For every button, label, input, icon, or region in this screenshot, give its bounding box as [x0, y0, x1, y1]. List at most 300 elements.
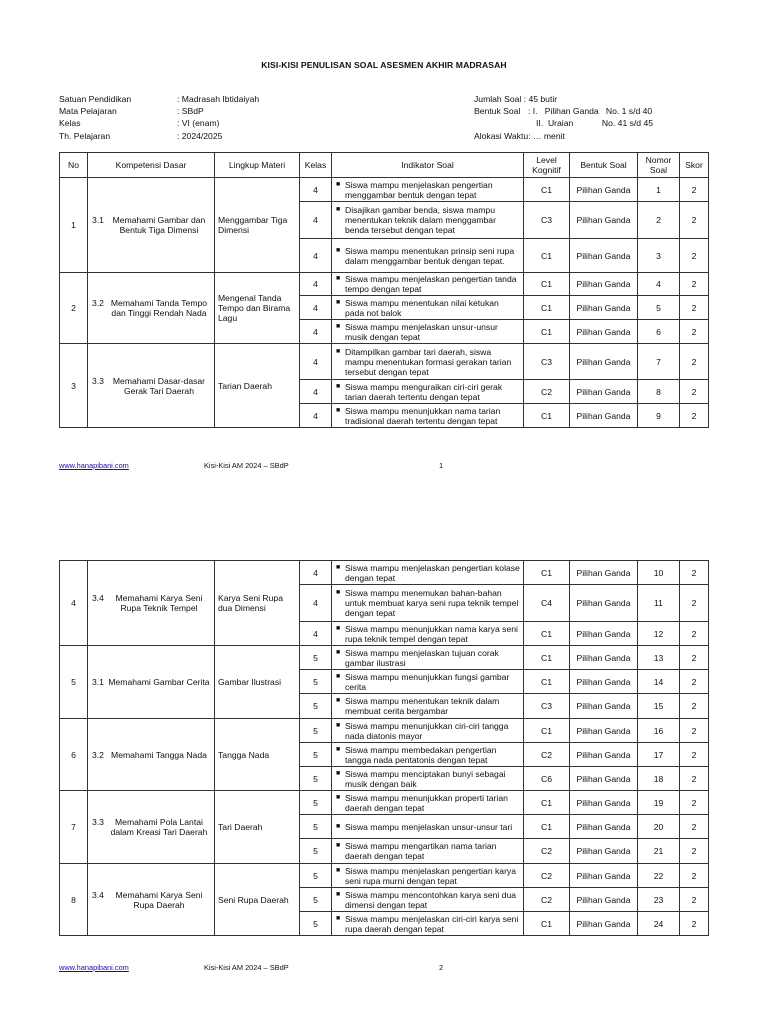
cell-nomor: 21 [638, 839, 680, 864]
cell-bentuk: Pilihan Ganda [570, 815, 638, 839]
cell-kelas: 4 [300, 561, 332, 585]
kisi-kisi-table-page-2 [59, 560, 709, 936]
cell-nomor: 16 [638, 719, 680, 743]
cell-kelas: 5 [300, 743, 332, 767]
meta-label: Th. Pelajaran [59, 130, 111, 141]
cell-kompetensi [88, 273, 215, 344]
cell-bentuk: Pilihan Ganda [570, 791, 638, 815]
cell-no: 5 [60, 646, 88, 719]
cell-no: 7 [60, 791, 88, 864]
indikator-text: Siswa mampu menguraikan ciri-ciri gerak tarian daerah tertentu dengan tepat [345, 381, 503, 402]
square-bullet-icon: ■ [336, 275, 341, 282]
indikator-text: Siswa mampu menunjukkan nama tarian tradisional daerah tertentu dengan tepat [345, 405, 501, 426]
indikator-item [336, 721, 520, 741]
indikator-text: Siswa mampu menunjukkan ciri-ciri tangga nada diatonis mayor [345, 720, 509, 741]
kompetensi-description: Memahami Gambar dan Bentuk Tiga Dimensi [112, 215, 206, 235]
cell-bentuk: Pilihan Ganda [570, 864, 638, 888]
cell-level: C3 [524, 694, 570, 719]
cell-kelas: 4 [300, 239, 332, 273]
footer-link[interactable]: www.hanapibani.com [59, 461, 129, 470]
cell-bentuk: Pilihan Ganda [570, 839, 638, 864]
cell-nomor: 20 [638, 815, 680, 839]
cell-nomor: 5 [638, 296, 680, 320]
cell-level: C1 [524, 296, 570, 320]
cell-nomor: 13 [638, 646, 680, 670]
kompetensi-number: 3.2 [92, 298, 104, 308]
cell-indikator [332, 888, 524, 912]
cell-indikator [332, 743, 524, 767]
indikator-item [336, 180, 520, 200]
cell-lingkup: Menggambar Tiga Dimensi [215, 178, 300, 273]
header-bentuk: Bentuk Soal [570, 153, 638, 178]
indikator-item [336, 205, 520, 235]
cell-bentuk: Pilihan Ganda [570, 585, 638, 622]
cell-indikator [332, 404, 524, 428]
cell-skor: 2 [680, 380, 709, 404]
cell-level: C1 [524, 561, 570, 585]
cell-kelas: 4 [300, 622, 332, 646]
cell-no: 1 [60, 178, 88, 273]
cell-level: C1 [524, 815, 570, 839]
table-row [60, 646, 709, 670]
indikator-item [336, 745, 520, 765]
indikator-item [336, 563, 520, 583]
meta-value: : Madrasah Ibtidaiyah [177, 94, 260, 104]
indikator-text: Siswa mampu menunjukkan fungsi gambar cerita [345, 671, 510, 692]
cell-level: C3 [524, 344, 570, 380]
footer-page-1 [59, 461, 443, 470]
cell-indikator [332, 767, 524, 791]
kompetensi-description: Memahami Karya Seni Rupa Teknik Tempel [115, 593, 203, 613]
cell-nomor: 22 [638, 864, 680, 888]
square-bullet-icon: ■ [336, 914, 341, 922]
cell-kompetensi [88, 178, 215, 273]
square-bullet-icon: ■ [336, 563, 341, 571]
table-row [60, 791, 709, 815]
cell-lingkup: Seni Rupa Daerah [215, 864, 300, 936]
cell-kelas: 4 [300, 380, 332, 404]
cell-kelas: 5 [300, 719, 332, 743]
table-row [60, 273, 709, 296]
cell-level: C1 [524, 273, 570, 296]
meta-label: Satuan Pendidikan [59, 94, 132, 104]
indikator-item [336, 322, 520, 342]
cell-kelas: 5 [300, 912, 332, 936]
header-lingkup: Lingkup Materi [215, 153, 300, 178]
cell-level: C2 [524, 380, 570, 404]
kompetensi-description: Memahami Pola Lantai dalam Kreasi Tari Daerah [110, 817, 208, 837]
kompetensi-number: 3.2 [92, 749, 104, 760]
cell-level: C1 [524, 646, 570, 670]
cell-level: C1 [524, 178, 570, 202]
square-bullet-icon: ■ [336, 206, 341, 213]
meta-value: : I. Pilihan Ganda No. 1 s/d 40 [528, 106, 653, 117]
cell-indikator [332, 178, 524, 202]
indikator-item [336, 382, 520, 402]
indikator-text: Siswa mampu menjelaskan ciri-ciri karya seni rupa daerah dengan tepat [345, 913, 519, 934]
indikator-text: Siswa mampu menjelaskan pengertian menggambar bentuk dengan tepat [345, 179, 493, 200]
cell-kelas: 5 [300, 694, 332, 719]
square-bullet-icon: ■ [336, 648, 341, 656]
indikator-text: Siswa mampu menjelaskan pengertian kolase dengan tepat [345, 562, 520, 583]
kompetensi-number: 3.3 [92, 817, 104, 827]
cell-level: C2 [524, 839, 570, 864]
indikator-item [336, 890, 520, 910]
cell-kelas: 4 [300, 296, 332, 320]
kisi-kisi-table-page-1 [59, 152, 709, 428]
cell-level: C1 [524, 239, 570, 273]
cell-no: 8 [60, 864, 88, 936]
indikator-item [336, 841, 520, 861]
cell-level: C1 [524, 404, 570, 428]
cell-bentuk: Pilihan Ganda [570, 670, 638, 694]
cell-skor: 2 [680, 743, 709, 767]
meta-kelas [59, 117, 259, 129]
square-bullet-icon: ■ [336, 697, 341, 704]
kompetensi-number: 3.4 [92, 889, 104, 900]
square-bullet-icon: ■ [336, 180, 341, 188]
cell-kompetensi [88, 719, 215, 791]
square-bullet-icon: ■ [336, 890, 341, 898]
cell-indikator [332, 839, 524, 864]
cell-kompetensi [88, 791, 215, 864]
footer-doc-name: Kisi-Kisi AM 2024 – SBdP [204, 963, 289, 972]
indikator-text: Siswa mampu menjelaskan pengertian karya seni rupa murni dengan tepat [345, 865, 517, 886]
cell-indikator [332, 380, 524, 404]
square-bullet-icon: ■ [336, 624, 341, 632]
document-meta-left [59, 93, 259, 142]
cell-bentuk: Pilihan Ganda [570, 178, 638, 202]
cell-skor: 2 [680, 912, 709, 936]
header-skor: Skor [680, 153, 709, 178]
cell-bentuk: Pilihan Ganda [570, 202, 638, 239]
cell-no: 4 [60, 561, 88, 646]
cell-nomor: 14 [638, 670, 680, 694]
indikator-item [336, 624, 520, 644]
cell-kelas: 5 [300, 791, 332, 815]
indikator-text: Siswa mampu menemukan bahan-bahan untuk membuat karya seni rupa teknik tempel dengan tepat [345, 588, 519, 618]
kompetensi-text [88, 817, 214, 837]
cell-kelas: 4 [300, 320, 332, 344]
cell-skor: 2 [680, 888, 709, 912]
indikator-item [336, 246, 520, 266]
kompetensi-text [88, 890, 214, 910]
kompetensi-number: 3.1 [92, 215, 104, 225]
cell-kelas: 5 [300, 646, 332, 670]
cell-kelas: 4 [300, 344, 332, 380]
cell-kelas: 5 [300, 864, 332, 888]
header-level: Level Kognitif [524, 153, 570, 178]
cell-indikator [332, 320, 524, 344]
cell-nomor: 6 [638, 320, 680, 344]
cell-kompetensi [88, 344, 215, 428]
document-meta-right [474, 93, 653, 142]
cell-no: 3 [60, 344, 88, 428]
cell-bentuk: Pilihan Ganda [570, 694, 638, 719]
square-bullet-icon: ■ [336, 793, 341, 801]
kompetensi-text [88, 677, 214, 687]
cell-indikator [332, 344, 524, 380]
kompetensi-description: Memahami Tangga Nada [111, 749, 207, 760]
indikator-item [336, 406, 520, 426]
indikator-text: Siswa mampu menunjukkan nama karya seni rupa teknik tempel dengan tepat [345, 623, 518, 644]
meta-value: : 2024/2025 [177, 130, 223, 141]
cell-skor: 2 [680, 839, 709, 864]
indikator-text: Siswa mampu mengartikan nama tarian daerah dengan tepat [345, 841, 497, 861]
cell-skor: 2 [680, 622, 709, 646]
indikator-text: Ditampilkan gambar tari daerah, siswa mampu menentukan formasi gerakan tarian tersebut dengan tepat [345, 346, 512, 377]
indikator-text: Siswa mampu menjelaskan tujuan corak gambar ilustrasi [345, 647, 499, 668]
cell-kelas: 5 [300, 670, 332, 694]
cell-bentuk: Pilihan Ganda [570, 404, 638, 428]
cell-nomor: 9 [638, 404, 680, 428]
square-bullet-icon: ■ [336, 589, 341, 596]
cell-lingkup: Tarian Daerah [215, 344, 300, 428]
meta-mapel [59, 105, 259, 117]
indikator-text: Siswa mampu menciptakan bunyi sebagai musik dengan baik [345, 768, 506, 789]
cell-skor: 2 [680, 296, 709, 320]
indikator-text: Siswa mampu menjelaskan unsur-unsur musik dengan tepat [345, 321, 498, 342]
cell-level: C2 [524, 888, 570, 912]
kompetensi-number: 3.3 [92, 375, 104, 386]
cell-indikator [332, 646, 524, 670]
cell-lingkup: Mengenal Tanda Tempo dan Birama Lagu [215, 273, 300, 344]
cell-bentuk: Pilihan Ganda [570, 888, 638, 912]
cell-skor: 2 [680, 694, 709, 719]
cell-nomor: 8 [638, 380, 680, 404]
kompetensi-text [88, 593, 214, 613]
cell-nomor: 1 [638, 178, 680, 202]
table-row [60, 178, 709, 202]
cell-no: 2 [60, 273, 88, 344]
cell-skor: 2 [680, 815, 709, 839]
indikator-item [336, 769, 520, 789]
table-row [60, 719, 709, 743]
indikator-item [336, 793, 520, 813]
table-row [60, 344, 709, 380]
meta-bentuk-uraian [474, 117, 653, 129]
cell-lingkup: Gambar Ilustrasi [215, 646, 300, 719]
square-bullet-icon: ■ [336, 672, 341, 680]
cell-nomor: 18 [638, 767, 680, 791]
cell-nomor: 19 [638, 791, 680, 815]
indikator-item [336, 672, 520, 692]
cell-level: C1 [524, 320, 570, 344]
cell-kelas: 5 [300, 767, 332, 791]
indikator-text: Siswa mampu menunjukkan properti tarian daerah dengan tepat [345, 792, 508, 813]
cell-bentuk: Pilihan Ganda [570, 561, 638, 585]
cell-skor: 2 [680, 561, 709, 585]
cell-skor: 2 [680, 585, 709, 622]
cell-nomor: 24 [638, 912, 680, 936]
cell-nomor: 17 [638, 743, 680, 767]
cell-skor: 2 [680, 791, 709, 815]
square-bullet-icon: ■ [336, 822, 341, 830]
square-bullet-icon: ■ [336, 347, 341, 355]
cell-skor: 2 [680, 344, 709, 380]
cell-bentuk: Pilihan Ganda [570, 296, 638, 320]
indikator-item [336, 298, 520, 318]
cell-bentuk: Pilihan Ganda [570, 912, 638, 936]
cell-nomor: 3 [638, 239, 680, 273]
cell-nomor: 11 [638, 585, 680, 622]
cell-skor: 2 [680, 273, 709, 296]
cell-indikator [332, 912, 524, 936]
cell-nomor: 4 [638, 273, 680, 296]
cell-lingkup: Tangga Nada [215, 719, 300, 791]
cell-indikator [332, 585, 524, 622]
square-bullet-icon: ■ [336, 246, 341, 254]
indikator-text: Siswa mampu menjelaskan unsur-unsur tari [345, 821, 513, 832]
kompetensi-text [88, 215, 214, 235]
square-bullet-icon: ■ [336, 866, 341, 874]
indikator-item [336, 588, 520, 618]
cell-level: C6 [524, 767, 570, 791]
cell-indikator [332, 815, 524, 839]
indikator-text: Siswa mampu mencontohkan karya seni dua dimensi dengan tepat [345, 889, 517, 910]
cell-bentuk: Pilihan Ganda [570, 320, 638, 344]
cell-indikator [332, 694, 524, 719]
square-bullet-icon: ■ [336, 769, 341, 777]
cell-kelas: 4 [300, 404, 332, 428]
header-no: No [60, 153, 88, 178]
cell-level: C2 [524, 743, 570, 767]
meta-label: Mata Pelajaran [59, 106, 117, 117]
cell-bentuk: Pilihan Ganda [570, 380, 638, 404]
meta-satuan [59, 93, 259, 105]
cell-no: 6 [60, 719, 88, 791]
cell-indikator [332, 202, 524, 239]
indikator-text: Siswa mampu menentukan teknik dalam membuat cerita bergambar [345, 696, 500, 716]
cell-indikator [332, 622, 524, 646]
kompetensi-text [88, 376, 214, 396]
cell-skor: 2 [680, 320, 709, 344]
meta-bentuk [474, 105, 653, 117]
cell-kelas: 4 [300, 202, 332, 239]
cell-skor: 2 [680, 646, 709, 670]
cell-level: C1 [524, 912, 570, 936]
square-bullet-icon: ■ [336, 382, 341, 390]
cell-kelas: 4 [300, 585, 332, 622]
cell-indikator [332, 273, 524, 296]
indikator-item [336, 347, 520, 377]
cell-level: C4 [524, 585, 570, 622]
cell-kelas: 4 [300, 178, 332, 202]
cell-bentuk: Pilihan Ganda [570, 646, 638, 670]
cell-skor: 2 [680, 239, 709, 273]
page-title: KISI-KISI PENULISAN SOAL ASESMEN AKHIR MADRASAH [261, 60, 507, 70]
kompetensi-number: 3.1 [92, 677, 104, 687]
kompetensi-text [88, 298, 214, 318]
cell-indikator [332, 561, 524, 585]
meta-tahun [59, 130, 259, 142]
cell-skor: 2 [680, 670, 709, 694]
cell-skor: 2 [680, 864, 709, 888]
cell-skor: 2 [680, 202, 709, 239]
indikator-item [336, 274, 520, 294]
cell-lingkup: Tari Daerah [215, 791, 300, 864]
table-row [60, 561, 709, 585]
kompetensi-text [88, 750, 214, 760]
kompetensi-description: Memahami Dasar-dasar Gerak Tari Daerah [112, 375, 206, 396]
indikator-text: Siswa mampu menentukan prinsip seni rupa dalam menggambar bentuk dengan tepat. [345, 245, 515, 266]
square-bullet-icon: ■ [336, 842, 341, 849]
cell-indikator [332, 670, 524, 694]
cell-kelas: 4 [300, 273, 332, 296]
cell-level: C1 [524, 622, 570, 646]
cell-nomor: 12 [638, 622, 680, 646]
indikator-item [336, 822, 520, 832]
footer-page-number: 1 [439, 461, 444, 470]
cell-nomor: 7 [638, 344, 680, 380]
footer-page-2 [59, 963, 443, 972]
cell-kompetensi [88, 864, 215, 936]
header-indikator: Indikator Soal [332, 153, 524, 178]
meta-label: Kelas [59, 118, 81, 129]
meta-jumlah: Jumlah Soal : 45 butir [474, 94, 558, 104]
cell-bentuk: Pilihan Ganda [570, 622, 638, 646]
indikator-text: Disajikan gambar benda, siswa mampu menentukan teknik dalam menggambar benda tersebut dengan tepat [345, 205, 496, 235]
kompetensi-description: Memahami Tanda Tempo dan Tinggi Rendah Nada [110, 298, 208, 318]
cell-level: C1 [524, 791, 570, 815]
footer-doc-name: Kisi-Kisi AM 2024 – SBdP [204, 461, 289, 470]
cell-bentuk: Pilihan Ganda [570, 767, 638, 791]
cell-kelas: 5 [300, 839, 332, 864]
square-bullet-icon: ■ [336, 406, 341, 414]
cell-level: C3 [524, 202, 570, 239]
meta-label: Bentuk Soal [474, 106, 521, 117]
cell-nomor: 2 [638, 202, 680, 239]
indikator-item [336, 866, 520, 886]
footer-link[interactable]: www.hanapibani.com [59, 963, 129, 972]
square-bullet-icon: ■ [336, 745, 341, 753]
cell-bentuk: Pilihan Ganda [570, 344, 638, 380]
header-kompetensi: Kompetensi Dasar [88, 153, 215, 178]
cell-bentuk: Pilihan Ganda [570, 743, 638, 767]
cell-indikator [332, 864, 524, 888]
cell-level: C1 [524, 670, 570, 694]
cell-nomor: 23 [638, 888, 680, 912]
meta-spacer [474, 117, 536, 129]
cell-lingkup: Karya Seni Rupa dua Dimensi [215, 561, 300, 646]
table-row [60, 864, 709, 888]
cell-nomor: 15 [638, 694, 680, 719]
cell-skor: 2 [680, 719, 709, 743]
cell-indikator [332, 239, 524, 273]
footer-page-number: 2 [439, 963, 444, 972]
meta-value: : SBdP [177, 106, 204, 117]
cell-indikator [332, 296, 524, 320]
cell-indikator [332, 719, 524, 743]
header-nomor: Nomor Soal [638, 153, 680, 178]
square-bullet-icon: ■ [336, 721, 341, 729]
cell-skor: 2 [680, 178, 709, 202]
cell-kompetensi [88, 646, 215, 719]
meta-value: : VI (enam) [177, 118, 220, 129]
indikator-text: Siswa mampu membedakan pengertian tangga nada pentatonis dengan tepat [345, 744, 497, 765]
meta-alokasi: Alokasi Waktu: … menit [474, 130, 565, 141]
indikator-item [336, 648, 520, 668]
cell-bentuk: Pilihan Ganda [570, 273, 638, 296]
indikator-text: Siswa mampu menentukan nilai ketukan pada not balok [345, 297, 499, 318]
header-kelas: Kelas [300, 153, 332, 178]
kompetensi-description: Memahami Gambar Cerita [108, 677, 210, 687]
cell-kelas: 5 [300, 888, 332, 912]
meta-value: II. Uraian No. 41 s/d 45 [536, 118, 654, 129]
cell-level: C2 [524, 864, 570, 888]
cell-level: C1 [524, 719, 570, 743]
square-bullet-icon: ■ [336, 298, 341, 306]
